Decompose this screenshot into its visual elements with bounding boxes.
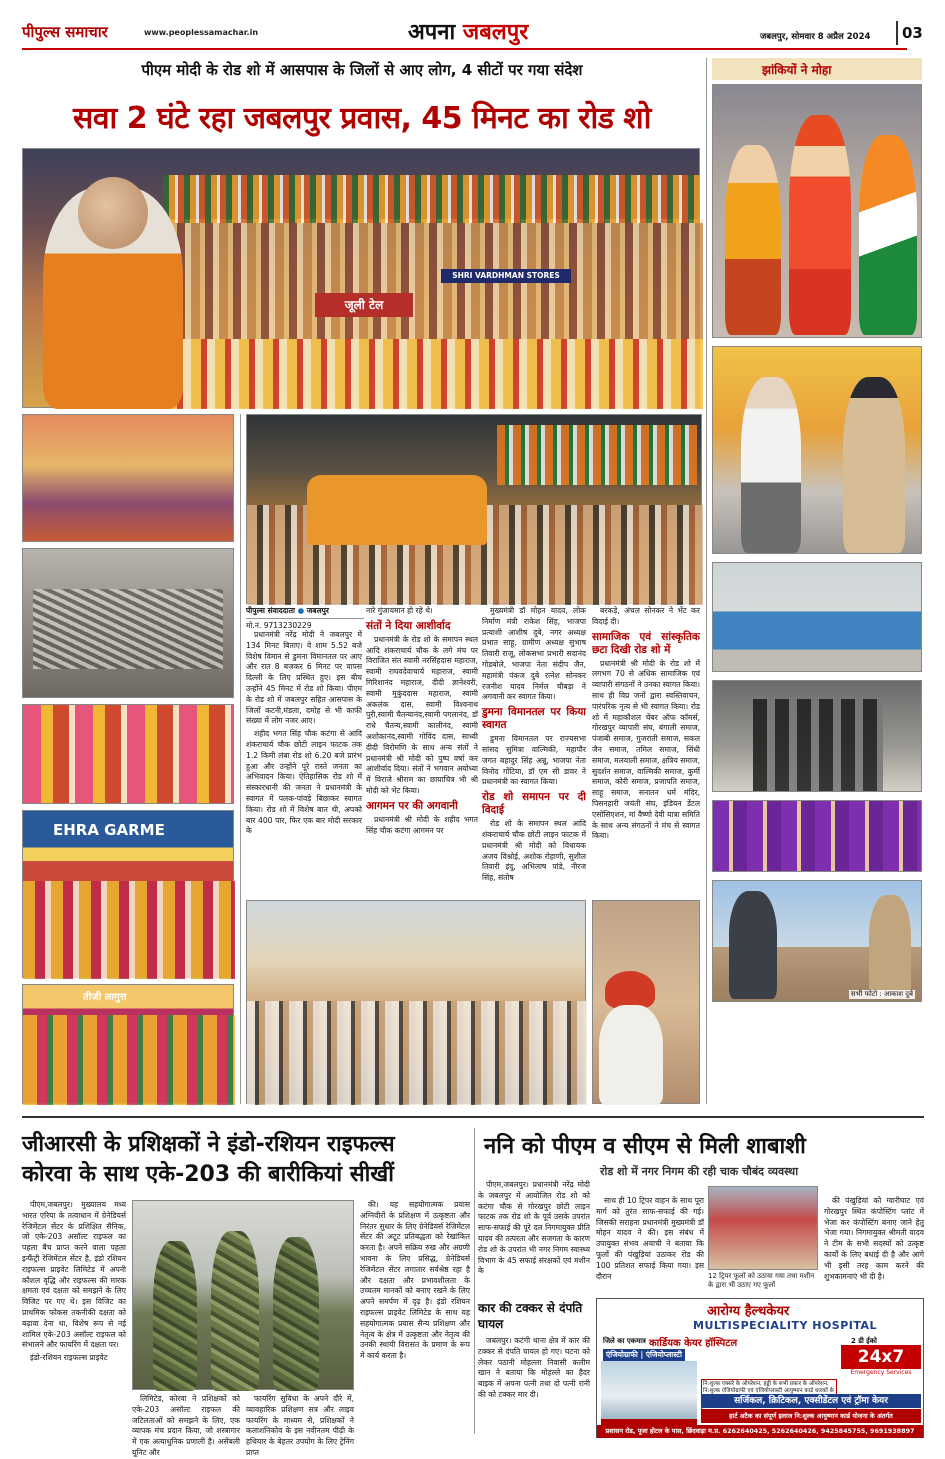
shop-sign-julie: जूली टेल — [315, 293, 413, 317]
nani-photo-caption: 12 ट्रिपर फूलों को उठाया गया तथा मशीन के द्वारा भी उठाए गए फूलों — [708, 1272, 815, 1289]
grc-headline — [22, 1130, 472, 1190]
ad-brand: आरोग्य हैल्थकेयर — [707, 1304, 790, 1319]
rule-stories — [474, 1128, 475, 1434]
side-photo-stage — [712, 562, 922, 672]
ad-row-2: सर्जिकल, क्रिटिकल, एक्सीडेंटल एवं ट्रॉमा केयर — [701, 1394, 921, 1408]
page-number-box — [896, 21, 924, 45]
official-man — [741, 377, 801, 553]
byline-reporter: पीपुल्स संवाददाता — [246, 606, 295, 615]
lead-col-3-p3: रोड शो के समापन स्थल आदि शंकराचार्य चौक छोटी लाइन फाटक में प्रधानमंत्री श्री मोदी को विधायक अजय विश्नोई, अशोक रोहाणी, सुशील तिवारी इंदु, अभिलाष पांडे, नीरज सिंह, संतोष — [482, 819, 586, 883]
side-strip-header — [712, 58, 922, 80]
lead-col-1-p1: प्रधानमंत्री नरेंद्र मोदी ने जबलपुर में 134 मिनट बिताए। वे शाम 5.52 बजे विशेष विमान से डुमना विमानतल पर आए और रात 8 बजकर 6 मिनट पर वापस दिल्ली के लिए प्रस्थित हुए। इस बीच उन्होंने 45 मिनट में रोड शो किया। पीएम के रोड शो में जबलपुर सहित आसपास के जिलों कटनी,मंडला, दमोह से भी काफी संख्या में लोग नजर आए। — [246, 630, 362, 726]
hospital-ad — [596, 1298, 924, 1438]
guard-police — [869, 895, 911, 999]
lead-col-4 — [592, 606, 700, 894]
byline-line — [246, 606, 364, 619]
ad-badge: 24x7 — [841, 1345, 921, 1369]
grc-photo — [132, 1200, 354, 1390]
photo-credit: सभी फोटो : आकाश दुबे — [850, 990, 913, 998]
pm-head — [78, 177, 148, 249]
left-photo-dancers — [22, 810, 234, 978]
ad-service-2: एंजियोप्लास्टी — [645, 1350, 682, 1359]
ad-tagline-1: जिले का एकमात्र — [603, 1337, 646, 1345]
car-col-p1: जबलपुर। कटंगी थाना क्षेत्र में कार की टक्कर से दंपति घायल हो गए। घटना को लेकर पठानी मोहल्ला निवासी कलीम खान ने बताया कि मोहल्ले का हैदर बाइक में अपना पत्नी तथा दो पत्नी रानी की को टक्कर मार दी। — [478, 1336, 590, 1399]
shop-banner: EHRA GARME — [53, 821, 165, 839]
balcony-upper — [163, 175, 703, 223]
fallen-structure — [33, 589, 223, 669]
lead-col-3-sub: डुमना विमानतल पर किया स्वागत — [482, 706, 586, 732]
soldier-2 — [211, 1231, 259, 1391]
car-headline: कार की टक्कर से दंपति घायल — [478, 1301, 583, 1331]
side-photo-commandos — [712, 680, 922, 792]
ad-service-1: एंजियोग्राफी — [606, 1350, 638, 1359]
pm-vehicle — [307, 475, 487, 545]
side-photo-idols — [712, 84, 922, 338]
police-officer — [843, 377, 905, 553]
ad-name-en: MULTISPECIALITY HOSPITAL — [693, 1319, 878, 1332]
grc-col-2 — [132, 1394, 240, 1457]
ad-room-photo — [601, 1361, 697, 1419]
guard-binoculars — [729, 891, 777, 999]
dancers-row — [23, 881, 235, 979]
lead-headline: सवा 2 घंटे रहा जबलपुर प्रवास, 45 मिनट का रोड शो — [73, 101, 651, 136]
ad-address: प्रशासन रोड, पूजा होटल के पास, छिंदवाड़ा म.प्र. 6262640425, 5262640426, 9425845755, 9691938897 — [597, 1425, 923, 1438]
nani-subhead: रोड शो में नगर निगम की रही चाक चौबंद व्यवस्था — [600, 1165, 799, 1178]
shop-sign-vardhman: SHRI VARDHMAN STORES — [441, 269, 571, 283]
barricade — [143, 339, 703, 409]
ad-services: एंजियोग्राफी | एंजियोप्लास्टी — [603, 1349, 685, 1361]
commando-group — [753, 699, 883, 791]
lead-col-2-p2: प्रधानमंत्री श्री मोदी के शहीद भगत सिंह चौक कटंगा आगमन पर — [366, 814, 478, 835]
lead-col-1 — [246, 630, 362, 894]
lead-col-4-p1: बरकड़े, अंचल सोनकर ने भेंट कर विदाई दी। — [592, 606, 700, 626]
section-title-a: अपना — [408, 20, 456, 45]
ad-tagline-2: कार्डियक केयर हॉस्पिटल — [649, 1338, 738, 1349]
idol-center — [789, 115, 851, 335]
grc-col-1-p2: इंडो-रशियन राइफल्स प्राइवेट — [30, 1353, 108, 1363]
grc-col-1 — [22, 1200, 126, 1428]
rule-left-strip — [240, 414, 241, 1104]
car-col — [478, 1336, 590, 1434]
lead-col-4-sub: सामाजिक एवं सांस्कृतिक छटा दिखी रोड शो में — [592, 630, 700, 656]
nani-col-2-p1: साथ ही 10 ट्रिपर वाहन के साथ पूरा मार्ग को तुरंत साफ-सफाई की गई। जिसकी सराहना प्रधानमंत्री मुख्यमंत्री डॉ मोहन यादव ने की। इस संबंध में उपायुक्त संभव अयाची ने बताया कि फूलों की पंखुड़ियां उठाकर रोड की 100 प्रतिशत सफाई किया गया। इस दौरान — [596, 1196, 704, 1281]
idol-left — [725, 145, 781, 335]
hero-photo — [22, 148, 700, 408]
side-strip-title: झांकियों ने मोहा — [762, 63, 832, 77]
byline-mobile: मो.नं. 9713230229 — [246, 621, 312, 630]
turban-man — [605, 971, 655, 1009]
lead-col-2-sub: संतों ने दिया आशीर्वाद — [366, 619, 451, 632]
nani-col-1 — [478, 1180, 590, 1298]
left-photo-group — [22, 414, 234, 542]
nani-col-2 — [596, 1196, 704, 1292]
left-photo-debris — [22, 548, 234, 698]
side-photo-binoculars — [712, 880, 922, 1002]
nani-col-1-p1: पीएम,जबलपुर। प्रधानमंत्री नरेंद्र मोदी के जबलपुर में आयोजित रोड शो को कटंगा चौक से गोरखपुर छोटी लाइन फाटक तक रोड शो के पूर्व उसके उपरांत साफ-सफाई की पूरे दल निगमायुक्त प्रीति यादव की तत्परता और सजगता के कारण रोड शो के उपरांत भी नगर निगम स्वास्थ्य विभाग के 45 सफाई संरक्षकों एवं मशीन के — [478, 1180, 590, 1276]
crowd-band — [163, 219, 703, 339]
grc-col-3-p1: फायरिंग सुविधा के अपने दौरे में, व्यावहारिक प्रशिक्षण सत्र और लाइव फायरिंग के माध्यम से, प्रशिक्षकों ने कलाशनिकोव के इस नवीनतम पीढ़ी के हथियार के बेहतर उपयोग के लिए ट्रेनिंग प्राप्त — [246, 1394, 354, 1457]
section-title — [408, 16, 528, 46]
tiji-banner: तीजी लागुत्त — [83, 992, 127, 1003]
grc-headline-line1: जीआरसी के प्रशिक्षकों ने इंडो-रशियन राइफल्स — [22, 1132, 395, 1157]
car-photo — [246, 414, 702, 604]
nani-headline: ननि को पीएम व सीएम से मिली शाबाशी — [484, 1134, 806, 1159]
lead-col-3-sub2: रोड शो समापन पर दी विदाई — [482, 791, 586, 817]
byline-city: जबलपुर — [306, 606, 329, 615]
grc-col-2-p1: लिमिटेड, कोरवा ने प्रशिक्षकों को एके-203 असॉल्ट राइफल की जटिलताओं को समझने के लिए, एक व्यापक मंच प्रदान किया, जो शस्त्रागार में एक अत्याधुनिक प्रणाली है। असेंबली यूनिट और — [132, 1394, 240, 1457]
masthead — [0, 0, 945, 52]
grc-col-1-p1: पीएम,जबलपुर। मुख्यालय मध्य भारत एरिया के तत्वाधान में ग्रेनेडियर्स रेजिमेंटल सेंटर के प्रशिक्षित सैनिक, जो एके-203 असॉल्ट राइफल का पहला बैच प्राप्त करने वाला पहला इन्फैंट्री रेजिमेंटल सेंटर है, इंडो रशियन राइफल्स प्राइवेट लिमिटेड में अपनी कौशल वृद्धि और राइफल्स की मारक क्षमता एवं दक्षता को समझने के लिए विजिट पर गए थे। इस विजिट का प्राथमिक फोकस तकनीकी दक्षता को बढ़ावा देना था, विशेष रूप से नई शामिल एके-203 असॉल्ट राइफल को संभालने और फायरिंग में दक्षता पर। — [22, 1200, 126, 1350]
idol-right — [859, 135, 917, 335]
grc-col-4-p1: की। यह सहयोगात्मक प्रयास अग्निवीरों के प्रशिक्षण में उत्कृष्टता और निरंतर सुधार के लिए ग्रेनेडियर्स रेजिमेंटल सेंटर की अटूट प्रतिबद्धता को रेखांकित करता है। अपने सक्रिय रुख और अग्रणी भावना के लिए प्रसिद्ध, ग्रेनेडियर्स रेजिमेंटल सेंटर लगातार सर्वश्रेष्ठ रहा है और दक्षता और प्रभावशीलता के उच्चतम मानकों को बनाए रखने के लिए अपने समर्पण में दृढ़ है। इंडो रशियन राइफल्स प्राइवेट लिमिटेड के साथ यह सहयोगात्मक प्रयास सैन्य प्रशिक्षण और नेतृत्व के क्षेत्र में उत्कृष्टता और नेतृत्व की उनकी स्थायी विरासत के प्रमाण के रूप में कार्य करता है। — [360, 1200, 470, 1361]
ad-badge-sub: Emergency Services — [850, 1369, 912, 1376]
ad-row-3: हार्ट अटैक का संपूर्ण इलाज नि:शुल्क आयुष्मान कार्ड योजना के अंतर्गत — [701, 1409, 921, 1423]
section-title-b: जबलपुर — [462, 20, 529, 45]
side-photo-officials — [712, 346, 922, 554]
turban-body — [599, 1005, 663, 1105]
lead-col-4-p2: प्रधानमंत्री श्री मोदी के रोड शो में लगभग 70 से अधिक सामाजिक एवं व्यापारी संगठनों ने उनका स्वागत किया। साथ ही विप्र जनों द्वारा स्वस्तिवाचन, पारंपरिक नृत्य से भी स्वागत किया। रोड शो में महाकौशल चेंबर ऑफ कॉमर्स, गोरखपुर व्यापारी संघ, बंगाली समाज, पंजाबी समाज, गुजराती समाज, सकल जैन समाज, तमिल समाज, सिंधी समाज, मलयाली समाज, क्षत्रिय समाज, सुदर्शन समाज, वाल्मिकी समाज, कुर्मी समाज, कोरी समाज, प्रजापति समाज, साहू समाज, सनातन धर्म मंदिर, पिसनहारी जयंती संघ, इंडियन डेंटल एसोसिएशन, मां वैष्णो देवी यात्रा समिति के साथ अन्य संगठनों ने मंच से स्वागत किया। — [592, 658, 700, 841]
grc-col-4 — [360, 1200, 470, 1432]
nani-photo — [708, 1186, 818, 1270]
lead-col-1-p2: शहीद भगत सिंह चौक कटंगा से आदि शंकराचार्य चौक छोटी लाइन फाटक तक 1.2 किमी लंबा रोड शो 6.20 बजे प्रारंभ हुआ और उन्होंने पूरे रास्ते जनता का अभिवादन किया। ऐतिहासिक रोड शो में संस्कारधानी की जनता ने प्रधानमंत्री के स्वागत में पलक-पांवड़े बिछाकर स्वागत किया। रोड शो में विशेष बात थी, अपको बार 400 पार, फिर एक बार मोदी सरकार के — [246, 729, 362, 836]
street-crowd — [247, 1001, 587, 1105]
website-url: www.peoplessamachar.in — [144, 28, 259, 37]
side-photo-purple — [712, 800, 922, 872]
lead-col-3 — [482, 606, 586, 894]
paper-logo: पीपुल्स समाचार — [22, 23, 108, 41]
masthead-rule — [22, 48, 907, 50]
page-number: 03 — [902, 24, 923, 42]
lead-col-2-p1: प्रधानमंत्री के रोड शो के समापन स्थल आदि शंकराचार्य चौक के लगे मंच पर विराजित संत स्वामी नरसिंहदास महाराज, स्वामी राघवदेवाचार्य महाराज, स्वामी गिरिशानंद महाराज, दीदी ज्ञानेश्वरी, स्वामी मुकुंददास महाराज, स्वामी अकलंक दास, स्वामी विश्वनाथ पुरी,स्वामी चैतन्यानंद,स्वामी पगलानंद, डॉ राधे चैतन्य,स्वामी कालीनंद, स्वामी अशोकानंद,स्वामी गोविंद दास, साध्वी दीदी विरोमणि के साथ अन्य संतों ने प्रधानमंत्री श्री मोदी को पुष्प वर्षा कर आशीर्वाद दिया। संतों ने भगवान अयोध्या में विराजे श्रीराम का छायाचित्र भी श्री मोदी को भेंट किया। — [366, 634, 478, 795]
girls-row — [23, 1015, 235, 1105]
lead-col-2-intro: नारे गुंजायमान हो रहे थे। — [366, 606, 433, 615]
left-photo-girls — [22, 984, 234, 1104]
lead-col-2 — [366, 606, 478, 894]
lead-kicker: पीएम मोदी के रोड शो में आसपास के जिलों से आए लोग, 4 सीटों पर गया संदेश — [141, 61, 583, 79]
rule-bottom-section — [22, 1116, 924, 1118]
rule-right-strip — [706, 58, 707, 1104]
left-photo-women — [22, 704, 234, 804]
lead-col-2-sub2: आगमन पर की अगवानी — [366, 799, 458, 812]
soldier-3 — [273, 1237, 319, 1391]
dateline: जबलपुर, सोमवार 8 अप्रैल 2024 — [760, 32, 871, 42]
turban-photo — [592, 900, 700, 1104]
grc-col-3 — [246, 1394, 354, 1457]
grc-headline-line2: कोरवा के साथ एके-203 की बारीकियां सीखीं — [22, 1162, 394, 1187]
lead-col-3-p1: मुख्यमंत्री डॉ मोहन यादव, लोक निर्माण मंत्री राकेश सिंह, भाजपा प्रत्याशी आशीष दुबे, नगर अध्यक्ष प्रभात साहू, ग्रामीण अध्यक्ष सुभाष तिवारी राजू, लोकसभा प्रभारी सदानंद गोडबोले, भाजपा नेता संदीप जैन, महामंत्री पंकज दुबे रत्नेश सोनकर रजनीश यादव निर्मल चौबड़ा ने अगवानी कर स्वागत किया। — [482, 606, 586, 702]
lead-col-3-p2: डुमना विमानतल पर राज्यसभा सांसद सुमित्रा वाल्मिकी, महापौर जगत बहादुर सिंह अन्नू, भाजपा नेता विनोद गोंटिया, डॉ एम सी डावर ने प्रधानमंत्री का स्वागत किया। — [482, 734, 586, 787]
ad-row-1-text: नि:शुल्क एक्सरे के ऑपरेशन, हड्डी के सभी प्रकार के ऑपरेशन, नि:शुल्क एंजियोग्राफी एवं एंजियोप्लास्टी आयुष्मान कार्ड धारकों के — [701, 1379, 837, 1415]
ad-badge-top: 2 डी ईको — [851, 1337, 877, 1345]
byline-dot: ● — [297, 606, 305, 615]
street-crowd-photo — [246, 900, 586, 1104]
byline-block — [246, 606, 364, 631]
nani-col-3-p1: की पंखुड़ियां को ग्वारीघाट एवं गोरखपुर स्थित कंपोस्टिंग प्लांट में भेजा कर कंपोस्टिंग बनाए जाने हेतु भेजा गया। निगमायुक्त श्रीमती यादव ने टीम के सभी सदस्यों को उत्कृष्ट कार्यों के लिए बधाई दी है और आगे भी इसी तरह काम करने की शुभकामनाएं भी दी है। — [824, 1196, 924, 1281]
nani-col-3 — [824, 1196, 924, 1292]
soldier-1 — [153, 1241, 197, 1391]
bjp-flags — [497, 425, 697, 485]
